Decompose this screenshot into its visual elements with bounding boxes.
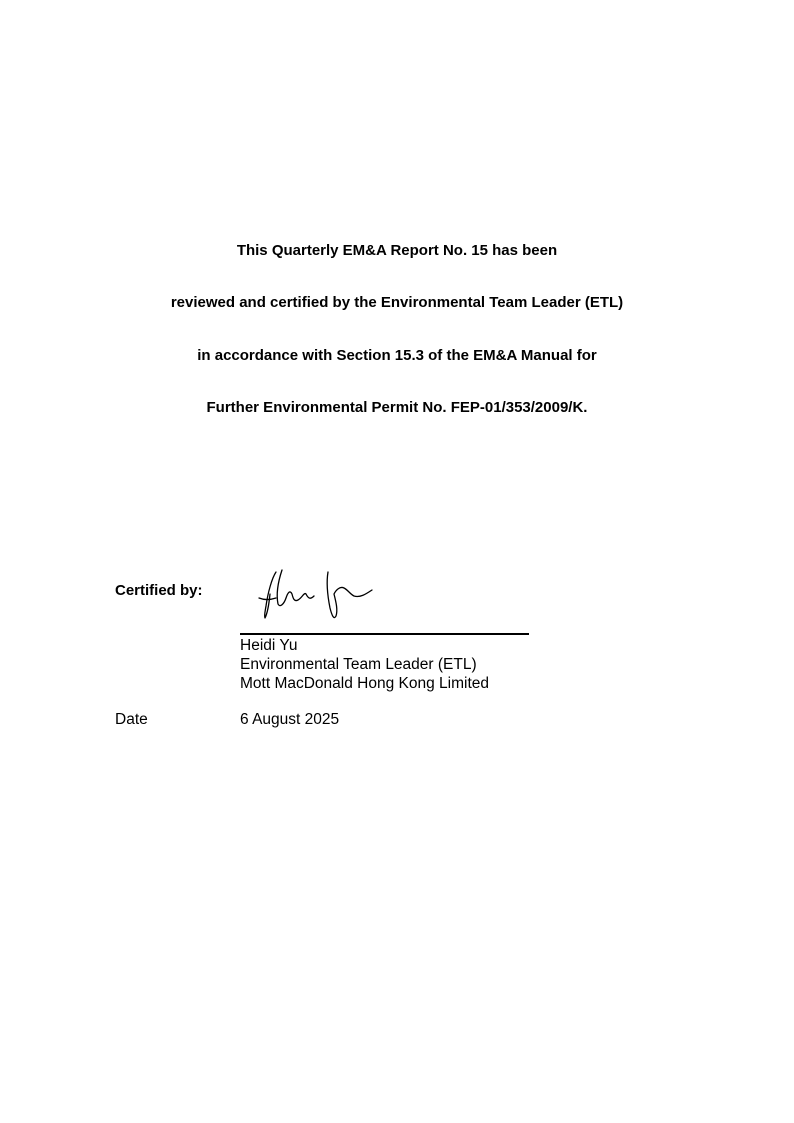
date-value: 6 August 2025 — [240, 711, 340, 728]
statement-line-1: This Quarterly EM&A Report No. 15 has been — [236, 242, 558, 259]
date-label: Date — [115, 711, 148, 728]
signature-line — [240, 633, 529, 635]
signer-company: Mott MacDonald Hong Kong Limited — [240, 675, 489, 692]
certified-by-label: Certified by: — [115, 582, 203, 599]
statement-line-4: Further Environmental Permit No. FEP-01/353/2009/K. — [206, 399, 588, 416]
signer-name: Heidi Yu — [240, 637, 298, 654]
statement-line-3: in accordance with Section 15.3 of the EM&A Manual for — [197, 347, 597, 364]
signer-title: Environmental Team Leader (ETL) — [240, 656, 477, 673]
handwritten-signature-icon — [256, 564, 386, 624]
statement-line-2: reviewed and certified by the Environmental Team Leader (ETL) — [170, 294, 624, 311]
